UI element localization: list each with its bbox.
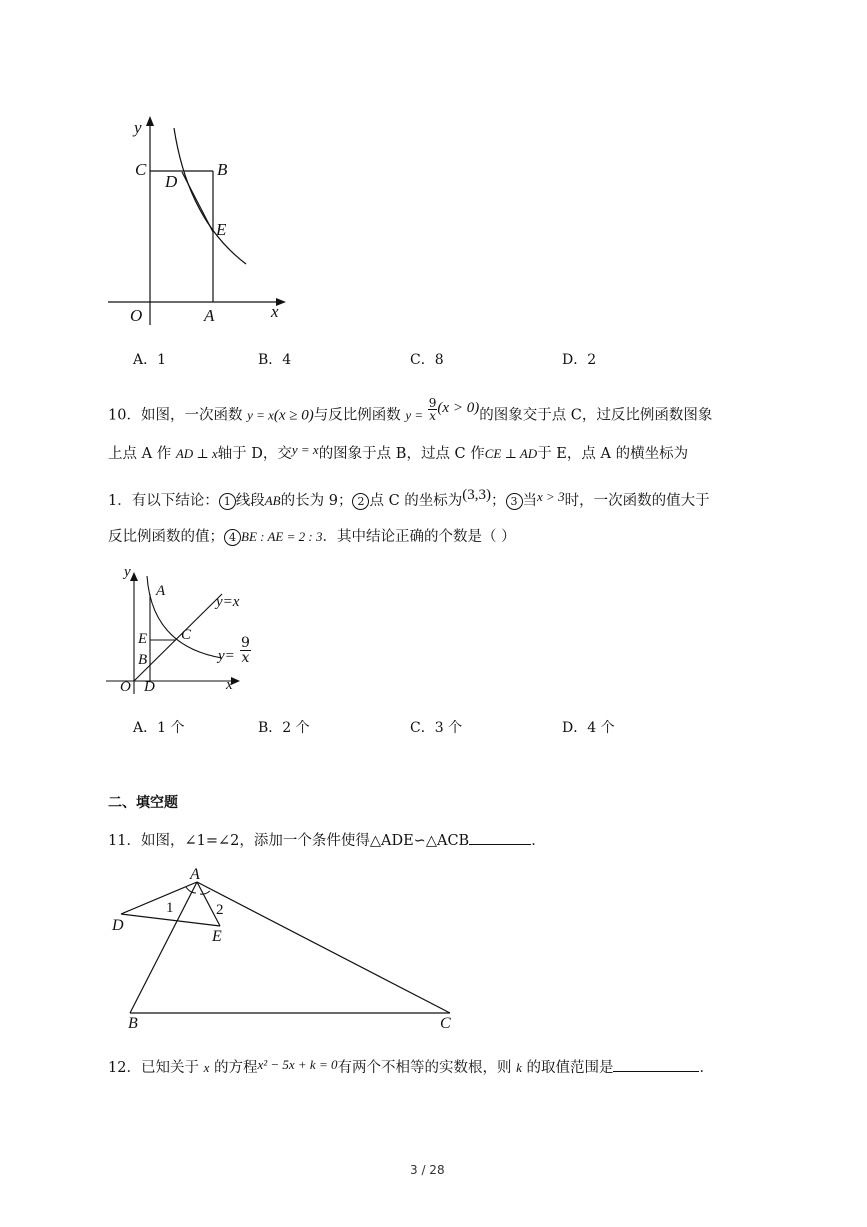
q10-text: 反比例函数的值； (108, 529, 224, 545)
fig1-label-B: B (217, 160, 228, 179)
fig3-label-E: E (212, 928, 222, 945)
q10-text: 与反比例函数 (313, 407, 401, 424)
q10-line3 (108, 487, 710, 511)
q12-text: 的取值范围是 (526, 1060, 614, 1076)
q10-text: 的图象于点 B，过点 C 作 (318, 446, 485, 462)
q12-variable-k: k (516, 1060, 522, 1075)
fig2-label-y: y (124, 564, 131, 580)
fig2-label-x: x (226, 677, 233, 693)
q10-text: ； (491, 493, 506, 509)
q11-end: ． (531, 833, 546, 849)
q11-number: 11． (108, 833, 141, 849)
q10-linear-function: y = x (247, 407, 274, 423)
q9-option-c[interactable]: C．8 (410, 352, 444, 368)
q12-text: 的方程 (213, 1060, 258, 1076)
q10-conclusion-2-mark: 2 (352, 493, 369, 510)
fig2-label-hyp-lhs: y= (218, 648, 235, 664)
fig1-label-E: E (216, 220, 227, 239)
q10-line2 (108, 444, 688, 464)
fig1-label-D: D (165, 172, 178, 191)
fig2-label-E: E (138, 631, 148, 647)
q9-option-a[interactable]: A．1 (133, 352, 167, 368)
q10-option-a[interactable]: A．1 个 (133, 720, 185, 736)
q10-text: 当 (522, 493, 538, 509)
q10-line-yx: y = x (291, 442, 319, 457)
q10-text: 1．有以下结论： (108, 493, 219, 509)
q10-text: 上点 A 作 (108, 446, 172, 462)
fig3-label-D: D (112, 917, 124, 934)
q10-line4 (108, 527, 516, 547)
q9-option-d[interactable]: D．2 (562, 352, 597, 368)
q10-conclusion-3-mark: 3 (506, 493, 523, 510)
q10-x-gt-3: x > 3 (537, 489, 565, 504)
q12-end: ． (699, 1060, 714, 1076)
q10-text: 的图象交于点 C，过反比例函数图象 (479, 407, 713, 424)
q10-inverse-lhs: y = (405, 407, 424, 423)
q10-fraction-numerator: 9 (428, 396, 437, 410)
fig2-label-O: O (120, 679, 131, 695)
fig1-label-C: C (135, 160, 147, 179)
q10-text: 时，一次函数的值大于 (564, 493, 710, 509)
q10-line1 (108, 396, 713, 428)
q12-text: 已知关于 (140, 1060, 199, 1076)
fig1-label-O: O (130, 306, 143, 325)
q10-text: 线段 (235, 493, 265, 509)
fig2-label-hyp-fraction (240, 636, 251, 665)
q11-text: 如图，∠1=∠2，添加一个条件使得△ADE∽△ACB (140, 833, 470, 849)
q10-conclusion-4-mark: 4 (224, 529, 241, 546)
fig3-label-one: 1 (166, 900, 174, 916)
q10-segment-ab: AB (264, 493, 281, 508)
fig1-label-x: x (271, 302, 279, 321)
q10-conclusion-1-mark: 1 (219, 493, 236, 510)
q11-line (108, 830, 546, 851)
q11-answer-blank[interactable] (469, 830, 531, 845)
fig2-label-B: B (138, 652, 148, 668)
fig3-label-A: A (190, 866, 200, 883)
q10-point-c-coords: (3,3) (462, 487, 492, 503)
q10-option-d[interactable]: D．4 个 (562, 720, 615, 736)
q10-inverse-condition: (x > 0) (437, 399, 480, 416)
figure-rectangle-hyperbola (100, 110, 300, 335)
q10-perp-ad: AD ⊥ x (175, 446, 218, 461)
q12-line (108, 1057, 714, 1078)
q10-text: 于 E，点 A 的横坐标为 (537, 446, 689, 462)
q10-linear-condition: (x ≥ 0) (273, 407, 314, 424)
q10-text: 如图，一次函数 (140, 407, 243, 424)
q10-text: 轴于 D，交 (217, 446, 292, 462)
fig2-label-A: A (156, 583, 166, 599)
q10-text: 点 C 的坐标为 (369, 493, 463, 509)
q10-ratio: BE : AE = 2 : 3 (241, 529, 323, 544)
q12-equation: x² − 5x + k = 0 (257, 1057, 338, 1072)
fig1-label-y: y (134, 118, 142, 137)
q10-option-c[interactable]: C．3 个 (410, 720, 463, 736)
fig3-label-two: 2 (216, 902, 224, 918)
fig2-label-C: C (181, 627, 192, 643)
fig3-label-C: C (440, 1015, 451, 1032)
q10-inverse-fraction (428, 397, 438, 422)
fig2-label-line: y=x (216, 594, 240, 610)
q10-text: 的长为 9； (280, 493, 353, 509)
q10-fraction-denominator: x (429, 409, 436, 423)
q10-option-b[interactable]: B．2 个 (258, 720, 310, 736)
fig2-label-D: D (144, 679, 155, 695)
fig2-hyp-denominator: x (241, 650, 250, 666)
q10-perp-ce: CE ⊥ AD (484, 446, 538, 461)
q10-text: ．其中结论正确的个数是（ ） (322, 529, 516, 545)
q12-number: 12． (108, 1060, 141, 1076)
q9-option-b[interactable]: B．4 (258, 352, 292, 368)
figure-triangles (110, 865, 460, 1025)
section-heading-fill-in: 二、填空题 (108, 795, 178, 811)
q12-text: 有两个不相等的实数根，则 (337, 1060, 512, 1076)
fig1-label-A: A (204, 306, 215, 325)
fig3-label-B: B (128, 1015, 138, 1032)
q12-variable-x: x (203, 1060, 210, 1075)
page-number: 3 / 28 (410, 1163, 445, 1177)
fig2-hyp-numerator: 9 (241, 635, 250, 651)
q10-number: 10． (108, 407, 141, 424)
q12-answer-blank[interactable] (613, 1057, 699, 1072)
